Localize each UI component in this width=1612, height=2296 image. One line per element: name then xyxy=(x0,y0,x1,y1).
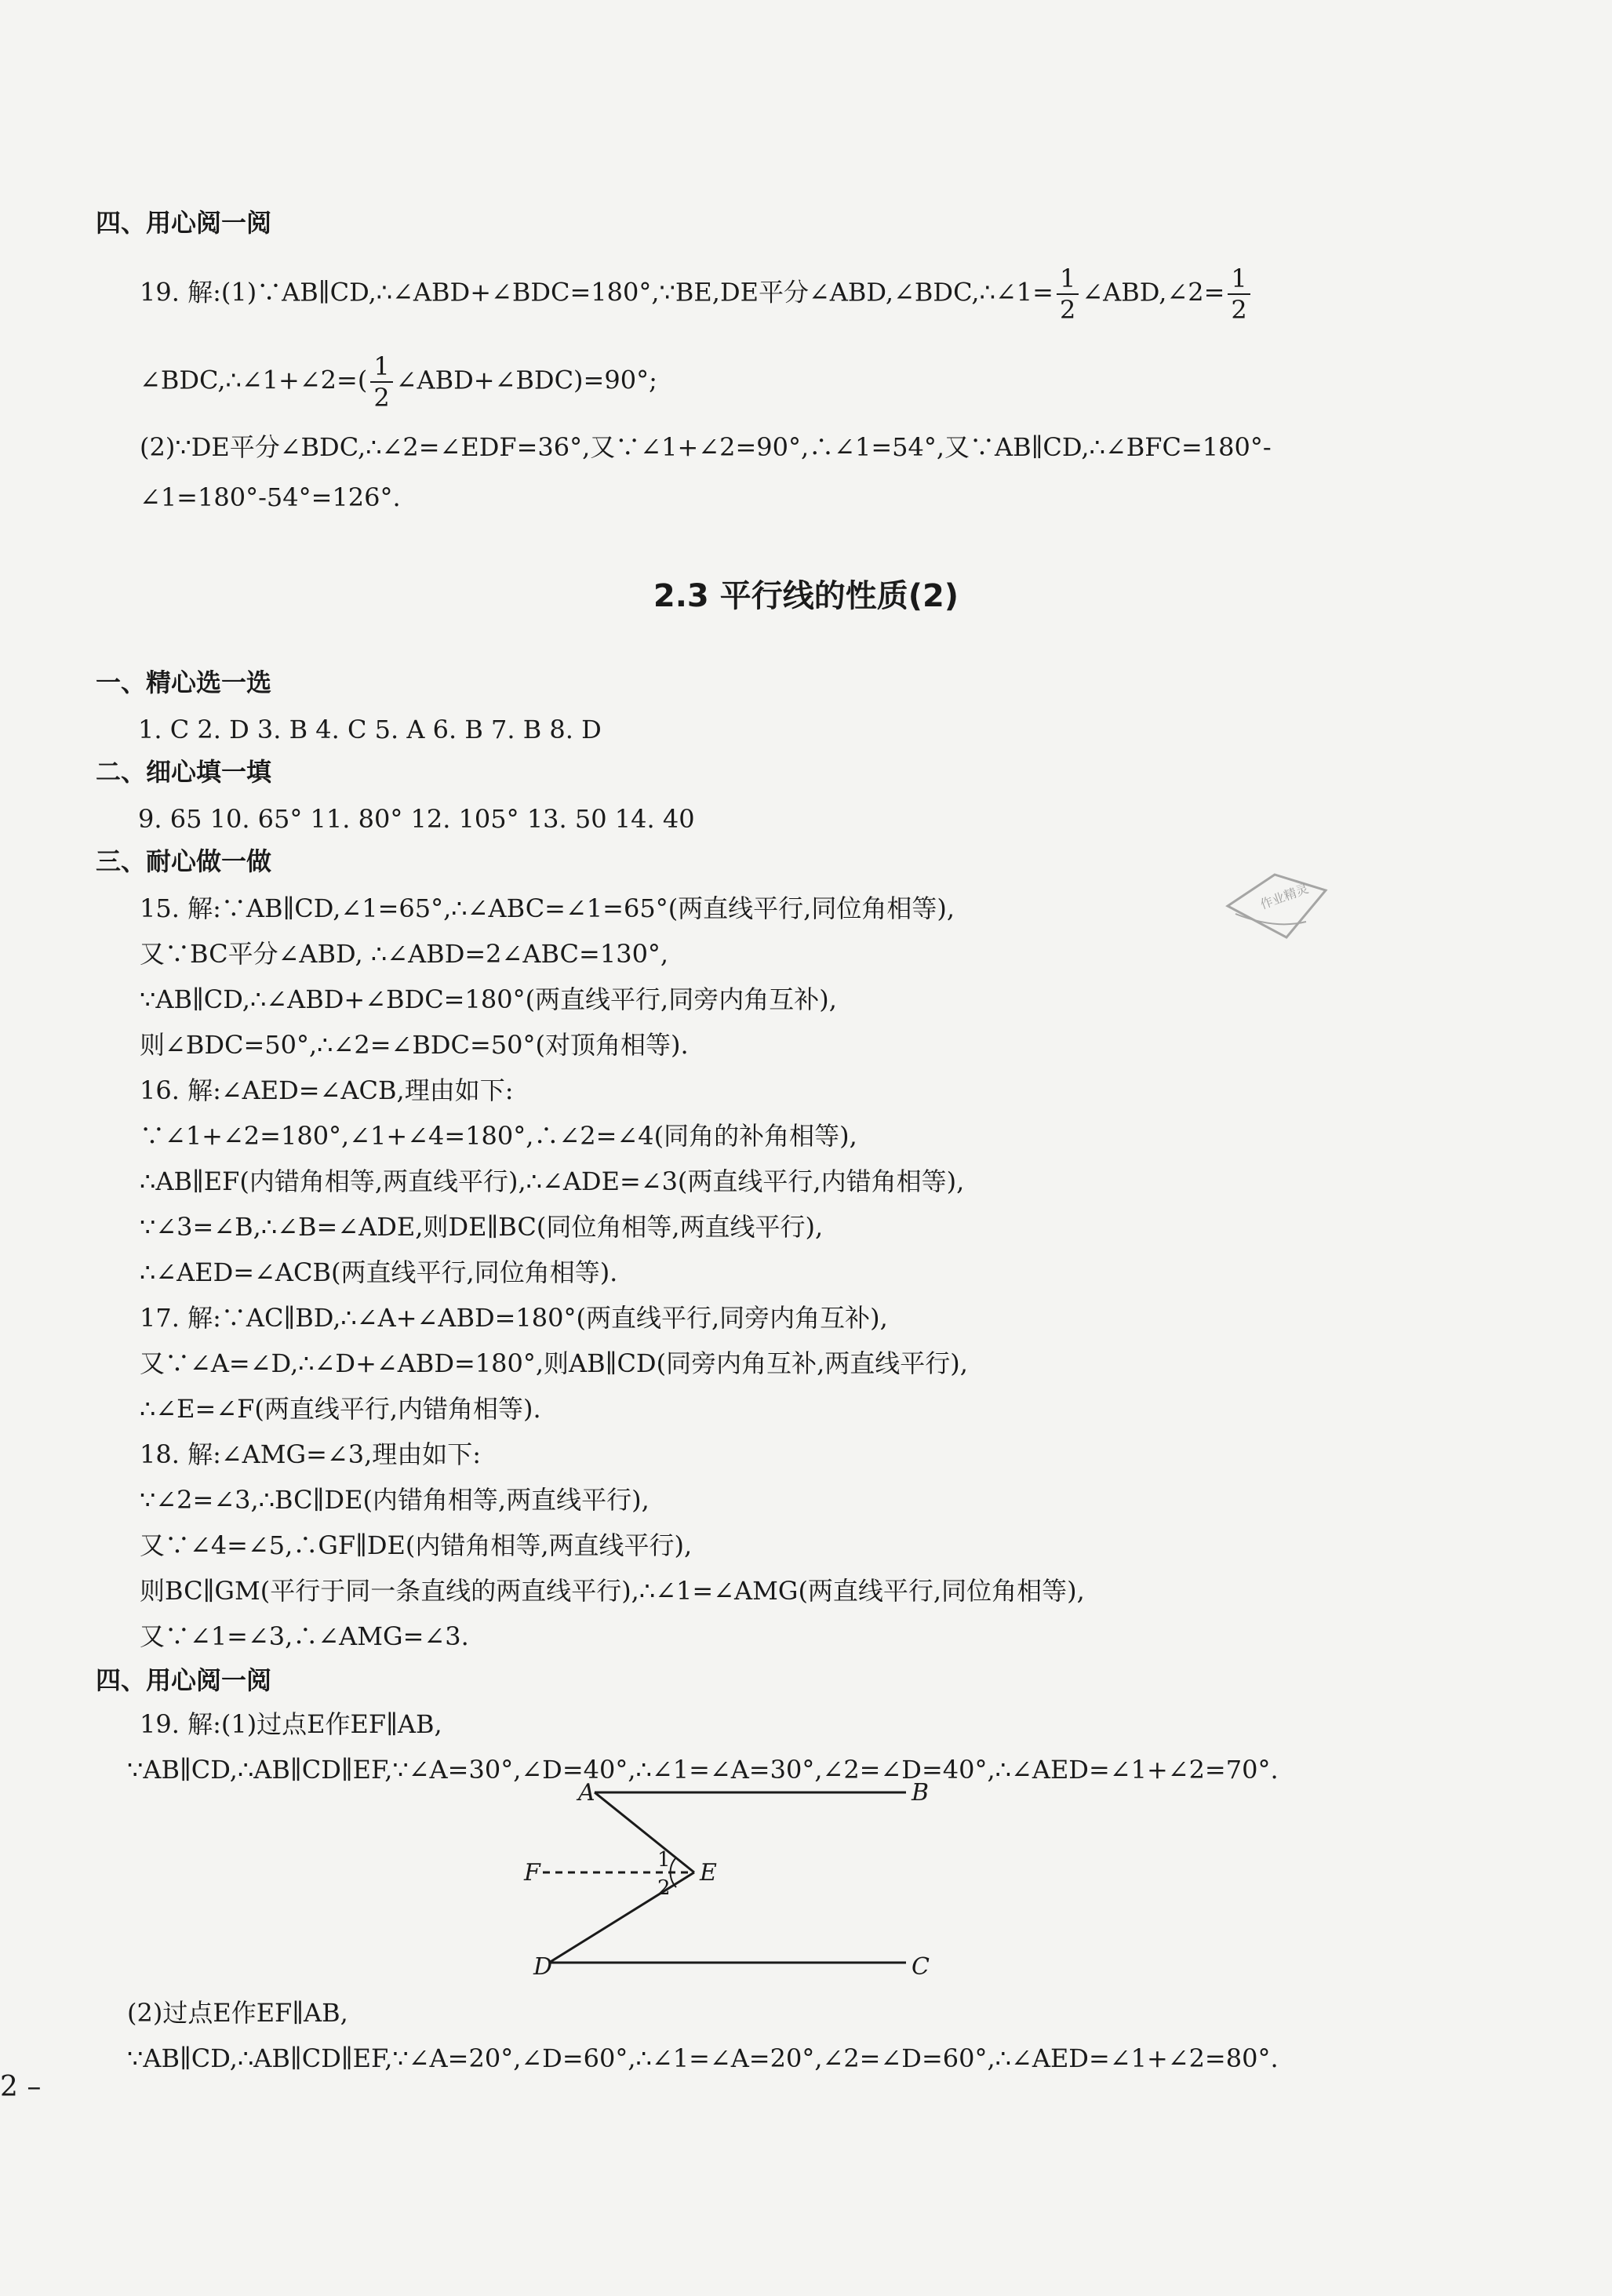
fraction-numerator: 1 xyxy=(370,351,392,383)
q19b-line: (2)过点E作EF∥AB, xyxy=(127,1998,348,2028)
watermark-stamp-logo xyxy=(1212,859,1337,953)
q19-text: ∠BDC,∴∠1+∠2=( xyxy=(140,365,368,395)
q19-line-3: (2)∵DE平分∠BDC,∴∠2=∠EDF=36°,又∵∠1+∠2=90°,∴∠1=54°,又∵AB∥CD,∴∠BFC=180°- xyxy=(140,432,1272,462)
answers-fill: 9. 65 10. 65° 11. 80° 12. 105° 13. 50 14. 40 xyxy=(138,804,695,834)
label-a: A xyxy=(578,1779,595,1807)
heading-work: 三、耐心做一做 xyxy=(96,846,272,876)
q19-text: ∠ABD,∠2= xyxy=(1082,277,1225,307)
label-angle-2: 2 xyxy=(657,1876,671,1900)
svg-text:作业精灵: 作业精灵 xyxy=(1257,880,1311,912)
q17-line: ∴∠E=∠F(两直线平行,内错角相等). xyxy=(140,1394,541,1424)
q18-line: 则BC∥GM(平行于同一条直线的两直线平行),∴∠1=∠AMG(两直线平行,同位角相等), xyxy=(140,1576,1085,1606)
fraction-half xyxy=(1057,264,1079,325)
q19-line-2 xyxy=(140,351,657,413)
heading-read: 四、用心阅一阅 xyxy=(96,1665,272,1695)
q19b-line: 19. 解:(1)过点E作EF∥AB, xyxy=(140,1709,442,1739)
label-f: F xyxy=(524,1859,540,1887)
page-number-mark: 2 – xyxy=(0,2071,42,2103)
q15-line: 15. 解:∵AB∥CD,∠1=65°,∴∠ABC=∠1=65°(两直线平行,同位角相等), xyxy=(140,893,955,923)
q18-line: 又∵∠1=∠3,∴∠AMG=∠3. xyxy=(140,1621,469,1651)
fraction-denominator: 2 xyxy=(1059,295,1076,325)
label-c: C xyxy=(912,1953,930,1981)
q19-line-1 xyxy=(140,264,1254,325)
label-d: D xyxy=(533,1953,553,1981)
q19b-line: ∵AB∥CD,∴AB∥CD∥EF,∵∠A=20°,∠D=60°,∴∠1=∠A=20°,∠2=∠D=60°,∴∠AED=∠1+∠2=80°. xyxy=(127,2043,1279,2073)
q15-line: 则∠BDC=50°,∴∠2=∠BDC=50°(对顶角相等). xyxy=(140,1030,689,1060)
answers-choice: 1. C 2. D 3. B 4. C 5. A 6. B 7. B 8. D xyxy=(138,715,602,744)
geometry-figure xyxy=(502,1769,973,1996)
line-ae xyxy=(595,1792,694,1872)
fraction-denominator: 2 xyxy=(1231,295,1247,325)
q17-line: 又∵∠A=∠D,∴∠D+∠ABD=180°,则AB∥CD(同旁内角互补,两直线平行), xyxy=(140,1348,968,1378)
q16-line: ∵∠3=∠B,∴∠B=∠ADE,则DE∥BC(同位角相等,两直线平行), xyxy=(140,1212,824,1242)
q17-line: 17. 解:∵AC∥BD,∴∠A+∠ABD=180°(两直线平行,同旁内角互补), xyxy=(140,1303,888,1333)
q18-line: 18. 解:∠AMG=∠3,理由如下: xyxy=(140,1439,482,1469)
q16-line: ∴AB∥EF(内错角相等,两直线平行),∴∠ADE=∠3(两直线平行,内错角相等), xyxy=(140,1166,965,1196)
q19-text: 19. 解:(1)∵AB∥CD,∴∠ABD+∠BDC=180°,∵BE,DE平分∠ABD,∠BDC,∴∠1= xyxy=(140,277,1053,307)
fraction-half xyxy=(1228,264,1250,325)
q19b-line: ∵AB∥CD,∴AB∥CD∥EF,∵∠A=30°,∠D=40°,∴∠1=∠A=30°,∠2=∠D=40°,∴∠AED=∠1+∠2=70°. xyxy=(127,1755,1279,1785)
q15-line: 又∵BC平分∠ABD, ∴∠ABD=2∠ABC=130°, xyxy=(140,939,669,969)
fraction-numerator: 1 xyxy=(1228,264,1250,295)
q15-line: ∵AB∥CD,∴∠ABD+∠BDC=180°(两直线平行,同旁内角互补), xyxy=(140,984,837,1014)
q19-text: ∠ABD+∠BDC)=90°; xyxy=(395,365,657,395)
fraction-denominator: 2 xyxy=(373,383,390,413)
label-angle-1: 1 xyxy=(657,1848,671,1872)
fraction-numerator: 1 xyxy=(1057,264,1079,295)
heading-fill: 二、细心填一填 xyxy=(96,757,272,787)
label-e: E xyxy=(700,1859,717,1887)
q19-line-4: ∠1=180°-54°=126°. xyxy=(140,482,401,512)
line-ed xyxy=(549,1872,694,1963)
label-b: B xyxy=(912,1779,930,1807)
heading-choice: 一、精心选一选 xyxy=(96,668,272,697)
q16-line: 16. 解:∠AED=∠ACB,理由如下: xyxy=(140,1075,514,1105)
q16-line: ∵∠1+∠2=180°,∠1+∠4=180°,∴∠2=∠4(同角的补角相等), xyxy=(140,1121,857,1151)
q18-line: 又∵∠4=∠5,∴GF∥DE(内错角相等,两直线平行), xyxy=(140,1530,693,1560)
q18-line: ∵∠2=∠3,∴BC∥DE(内错角相等,两直线平行), xyxy=(140,1485,650,1515)
q16-line: ∴∠AED=∠ACB(两直线平行,同位角相等). xyxy=(140,1257,618,1287)
section-heading-read: 四、用心阅一阅 xyxy=(96,208,272,238)
section-title: 2.3 平行线的性质(2) xyxy=(653,578,959,614)
fraction-half xyxy=(370,351,392,413)
